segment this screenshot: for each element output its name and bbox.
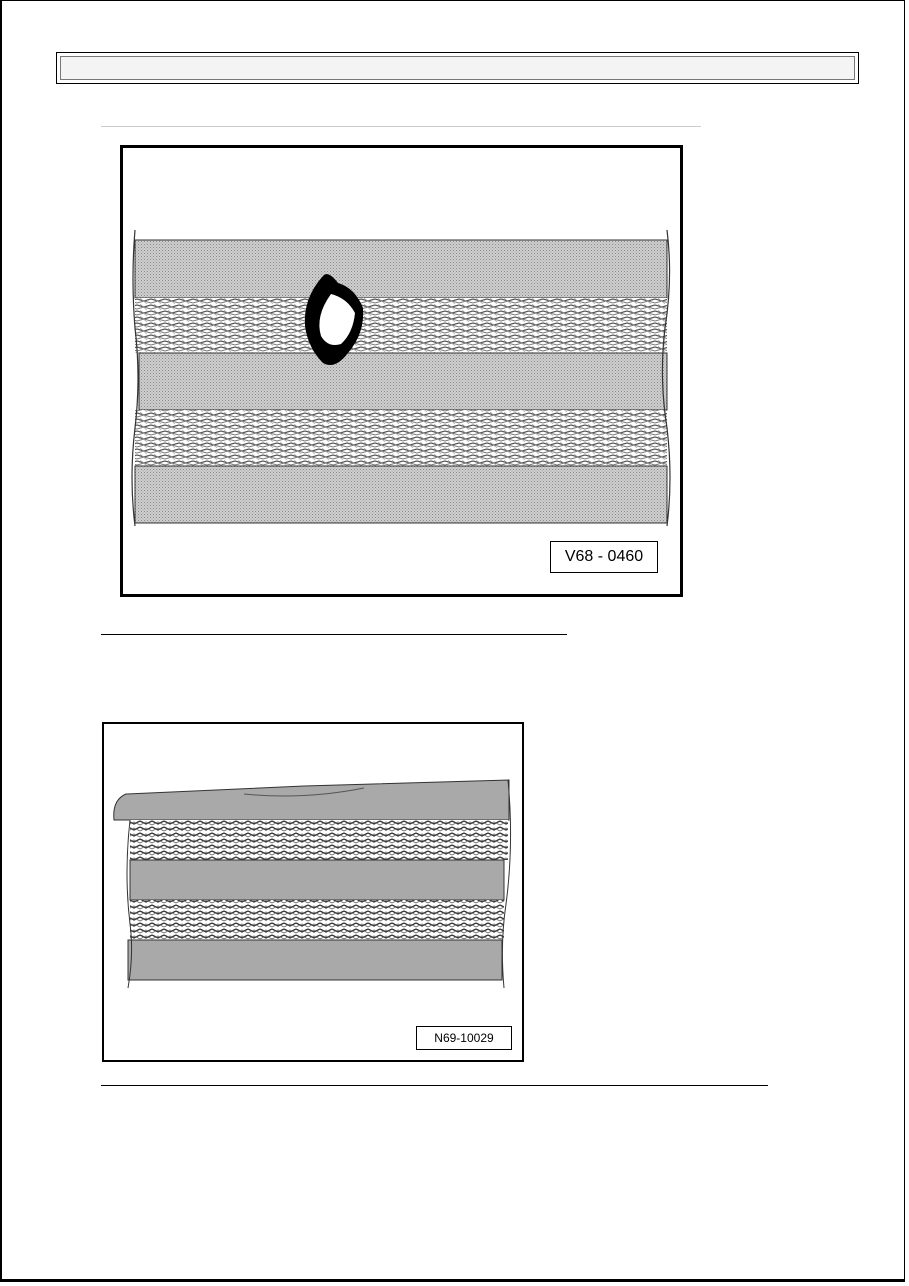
section-divider-1 bbox=[101, 634, 567, 635]
tread-separation-illustration bbox=[104, 724, 522, 1060]
figure-tread-separation bbox=[102, 722, 524, 1062]
header-bar bbox=[56, 52, 859, 84]
figure-label: N69-10029 bbox=[416, 1026, 512, 1050]
figure-tread-damage bbox=[120, 145, 683, 597]
figure-label: V68 - 0460 bbox=[550, 541, 658, 573]
header-bar-inner bbox=[60, 56, 855, 80]
section-divider-2 bbox=[101, 1085, 768, 1086]
tread-illustration bbox=[123, 148, 680, 594]
top-divider bbox=[101, 126, 701, 127]
